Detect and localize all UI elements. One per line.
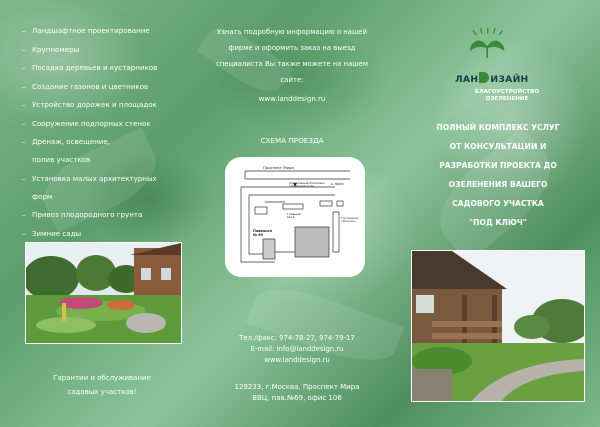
service-item <box>22 27 197 35</box>
service-item <box>22 138 197 164</box>
website-link[interactable]: www.landdesign.ru <box>258 95 326 103</box>
service-item <box>22 175 197 201</box>
bullet-dash: – <box>22 228 26 238</box>
map-title: СХЕМА ПРОЕЗДА <box>260 136 324 145</box>
service-item <box>22 101 197 109</box>
bullet-dash: – <box>22 100 26 109</box>
bullet-dash: – <box>22 63 26 72</box>
headline-line: ПОЛНЫЙ КОМПЛЕКС УСЛУГ <box>436 123 560 132</box>
service-item-label: форм <box>32 191 53 201</box>
service-item-label: Сооружение подпорных стенок <box>32 118 151 128</box>
map-kosmos-label: Гостиница «Космос» <box>341 216 358 224</box>
logo-name <box>455 72 529 85</box>
logo-subtitle <box>457 89 557 103</box>
headline-line: РАЗРАБОТКИ ПРОЕКТА ДО <box>439 161 557 170</box>
headline-line: ОЗЕЛЕНЕНИЯ ВАШЕГО <box>448 180 548 189</box>
route-map <box>225 157 365 277</box>
service-item-label: Привоз плодородного грунта <box>32 210 143 219</box>
bullet-dash: – <box>22 26 26 35</box>
bullet-dash: – <box>22 81 26 91</box>
service-item <box>22 211 197 219</box>
address-block <box>212 382 382 404</box>
service-item-label: Посадка деревьев и кустарников <box>32 63 158 72</box>
map-road-label: Проспект Мира <box>263 165 294 170</box>
email-link[interactable]: E-mail: info@landdesign.ru <box>250 345 344 353</box>
logo-name-left: ЛАН <box>455 74 479 85</box>
web-link[interactable]: www.landdesign.ru <box>264 356 330 364</box>
map-station-label: м. ВДНХ <box>331 182 344 186</box>
garden-photo-image <box>26 243 181 343</box>
service-item <box>22 83 197 91</box>
headline-line: ОТ КОНСУЛЬТАЦИИ И <box>449 142 547 151</box>
logo-sub-line-2: ОЗЕЛЕНЕНИЕ <box>485 96 529 102</box>
service-item-label: Создание газонов и цветников <box>32 81 149 91</box>
garden-photo <box>25 242 182 344</box>
guarantee-line-2: садовых участков! <box>67 388 137 396</box>
service-item-label: Установка малых архитектурных <box>32 173 157 183</box>
services-list <box>22 27 197 248</box>
map-entrance-label: Главный вход <box>287 212 301 220</box>
bullet-dash: – <box>22 44 26 54</box>
headline-line: САДОВОГО УЧАСТКА <box>452 199 544 208</box>
address-line-1: 129233, г.Москва, Проспект Мира <box>234 383 360 391</box>
service-item-label: полив участков <box>32 155 91 164</box>
company-logo-icon <box>455 28 525 74</box>
service-item <box>22 230 197 238</box>
map-pav69-label: Павильон № 69 <box>253 229 272 237</box>
service-item <box>22 120 197 128</box>
service-item-label: Дренаж, освещение, <box>32 137 110 146</box>
logo-d-icon <box>479 72 489 83</box>
map-sk-label: Спортивный Комплекс «Олимпийский» <box>289 181 325 189</box>
logo-name-right: ИЗАЙН <box>490 74 529 85</box>
bullet-dash: – <box>22 137 26 146</box>
bullet-dash: – <box>22 118 26 128</box>
logo-sub-line-1: БЛАГОУСТРОЙСТВО <box>474 89 540 95</box>
info-text: Узнать подробную информацию о нашей фирме и оформить заказ на выезд специалиста Вы также можете на нашем сайте: <box>215 28 369 84</box>
guarantee-text <box>22 371 182 399</box>
house-photo <box>411 250 585 402</box>
bullet-dash: – <box>22 210 26 219</box>
guarantee-line-1: Гарантии и обслуживание <box>53 374 151 382</box>
bullet-dash: – <box>22 173 26 183</box>
service-item <box>22 64 197 72</box>
service-item-label: Крупномеры <box>32 44 80 54</box>
headline <box>408 118 588 232</box>
phone-text: Тел./факс: 974-78-27, 974-79-17 <box>239 334 355 342</box>
service-item-label: Ландшафтное проектирование <box>32 26 150 35</box>
address-line-2: ВВЦ, пав.№69, офис 106 <box>252 394 342 402</box>
service-item-label: Устройство дорожек и площадок <box>32 100 157 109</box>
service-item-label: Зимние сады <box>32 228 82 238</box>
headline-line: "ПОД КЛЮЧ" <box>469 218 527 227</box>
house-photo-image <box>412 251 584 401</box>
service-item <box>22 46 197 54</box>
contacts-block <box>212 333 382 366</box>
